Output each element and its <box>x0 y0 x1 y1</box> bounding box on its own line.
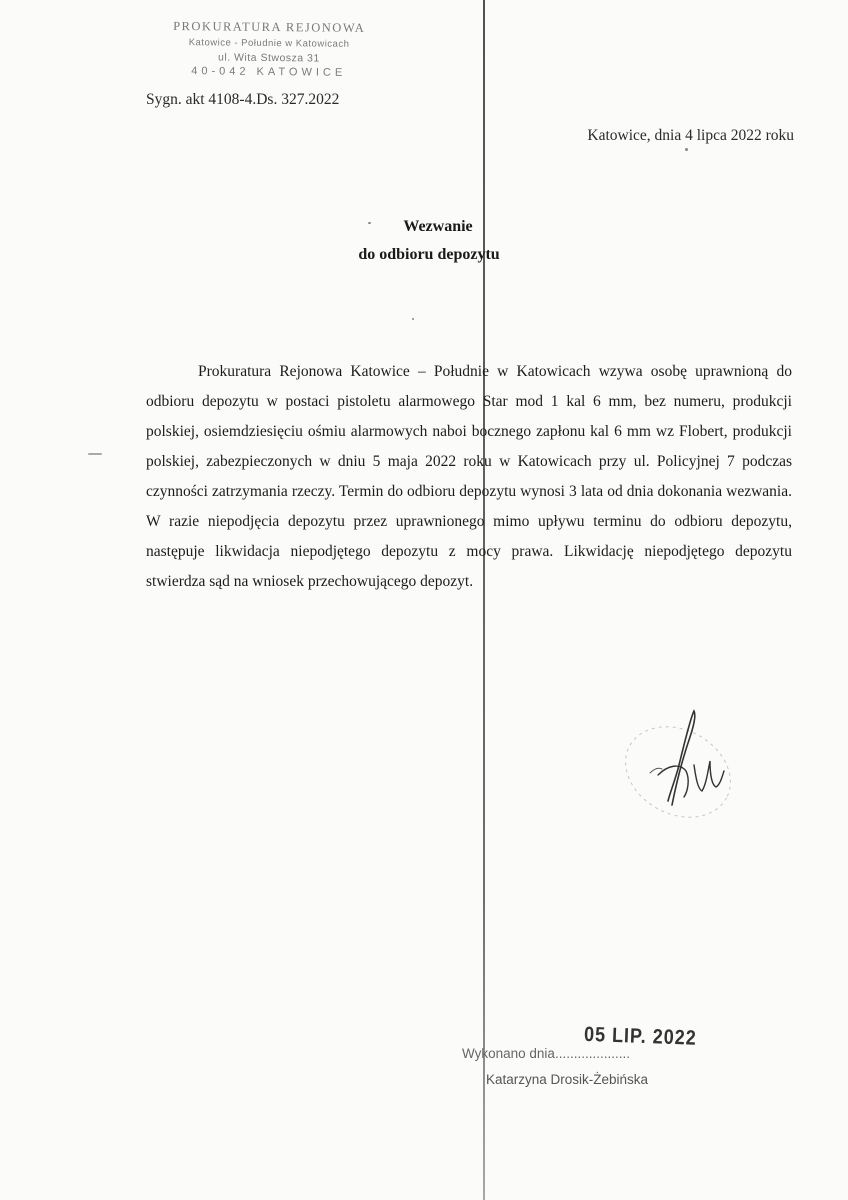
stamp-line-4: 40-042 KATOWICE <box>191 65 347 79</box>
title-line-1: Wezwanie <box>403 218 473 235</box>
office-header-stamp <box>164 19 375 79</box>
title-line-2: do odbioru depozytu <box>358 246 500 263</box>
executed-line <box>462 1046 630 1061</box>
case-reference: Sygn. akt 4108-4.Ds. 327.2022 <box>146 91 340 108</box>
handwritten-signature <box>610 705 750 815</box>
document-title <box>0 213 848 269</box>
body-paragraph: Prokuratura Rejonowa Katowice – Południe w Katowicach wzywa osobę uprawnioną do odbioru depozytu w postaci pistoletu alarmowego Star mod 1 kal 6 mm, bez numeru, produkcji polskiej, osiemdziesięciu ośmiu alarmowych naboi bocznego zapłonu kal 6 mm wz Flobert, produkcji polskiej, zabezpieczonych w dniu 5 maja 2022 roku w Katowicach przy ul. Policyjnej 7 podczas czynności zatrzymania rzeczy. Termin do odbioru depozytu wynosi 3 lata od dnia dokonania wezwania. W razie niepodjęcia depozytu przez uprawnionego mimo upływu terminu do odbioru depozytu, następuje likwidacja niepodjętego depozytu z mocy prawa. Likwidację niepodjętego depozytu stwierdza sąd na wniosek przechowującego depozyt. <box>146 363 792 590</box>
executor-name: Katarzyna Drosik-Żebińska <box>486 1072 649 1087</box>
executed-dots: .................... <box>554 1046 630 1061</box>
scan-speck <box>412 318 414 320</box>
stamp-line-1: PROKURATURA REJONOWA <box>173 18 366 36</box>
executed-label: Wykonano dnia <box>462 1046 555 1061</box>
received-date-stamp: 05 LIP. 2022 <box>583 1022 698 1050</box>
scan-fold-line <box>483 0 485 1200</box>
place-and-date: Katowice, dnia 4 lipca 2022 roku <box>587 127 794 144</box>
stamp-line-3: ul. Wita Stwosza 31 <box>217 51 320 65</box>
scan-speck <box>88 453 102 455</box>
stamp-line-2: Katowice - Południe w Katowicach <box>188 37 350 50</box>
scan-speck <box>685 148 688 151</box>
